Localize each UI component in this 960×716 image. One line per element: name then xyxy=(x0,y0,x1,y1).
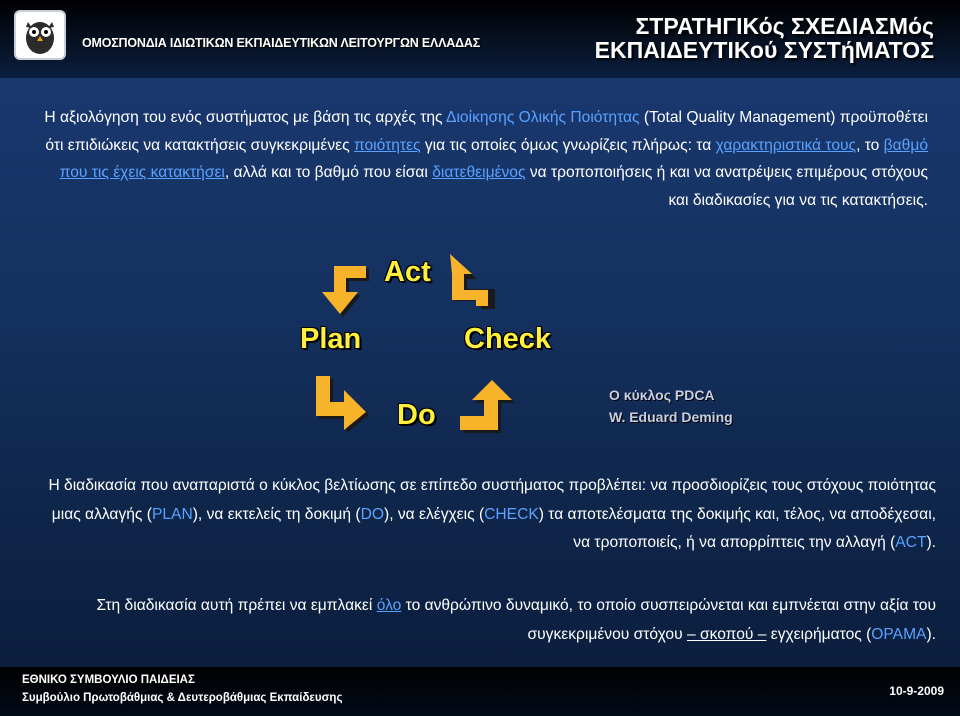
footer-subcouncil: Συμβούλιο Πρωτοβάθμιας & Δευτεροβάθμιας Εκπαίδευσης xyxy=(22,692,343,704)
description-paragraph xyxy=(44,472,936,558)
arrow-up-right-icon xyxy=(444,250,504,310)
title-line-2: ΕΚΠΑΙΔΕΥΤΙΚού ΣΥΣΤήΜΑΤΟΣ xyxy=(594,37,934,63)
pdca-check-label: Check xyxy=(464,323,552,355)
involvement-highlight-all: όλο xyxy=(376,597,402,614)
intro-highlight-degree: βαθμό που τις έχεις κατακτήσει xyxy=(59,136,928,181)
involvement-underline-purpose: – σκοπού – xyxy=(686,625,767,643)
title-line-1: ΣΤΡΑΤΗΓΙΚός ΣΧΕΔΙΑΣΜός xyxy=(635,13,934,39)
arrow-down-left-icon xyxy=(310,258,370,318)
organization-name: ΟΜΟΣΠΟΝΔΙΑ ΙΔΙΩΤΙΚΩΝ ΕΚΠΑΙΔΕΥΤΙΚΩΝ ΛΕΙΤΟΥΡΓΩΝ ΕΛΛΑΔΑΣ xyxy=(82,36,481,50)
owl-logo-icon xyxy=(14,10,66,60)
pdca-caption-title: Ο κύκλος PDCA xyxy=(609,387,715,403)
intro-highlight-willing: διατεθειμένος xyxy=(432,164,526,181)
intro-text: , αλλά και το βαθμό που είσαι xyxy=(224,164,433,181)
intro-highlight-tqm: Διοίκησης Ολικής Ποιότητας xyxy=(446,109,640,126)
involvement-paragraph xyxy=(44,592,936,649)
involvement-text: εγχειρήματος ( xyxy=(766,625,872,643)
involvement-text: Στη διαδικασία αυτή πρέπει να εμπλακεί xyxy=(96,597,377,614)
intro-text: για τις οποίες όμως γνωρίζεις πλήρως: τα xyxy=(420,136,716,154)
pdca-do-label: Do xyxy=(397,399,436,431)
description-text: ), να ελέγχεις ( xyxy=(384,505,485,523)
intro-text: (Total Quality Management) προϋποθέτει ότι επιδιώκεις να κατακτήσεις συγκεκριμένες xyxy=(45,109,928,154)
involvement-vision: ΟΡΑΜΑ xyxy=(871,625,927,643)
intro-highlight-qualities: ποιότητες xyxy=(353,136,421,154)
intro-text: , το xyxy=(856,136,884,154)
pdca-plan-label: Plan xyxy=(300,323,362,355)
slide-title xyxy=(595,14,934,62)
footer-date: 10-9-2009 xyxy=(889,684,944,698)
description-check: CHECK xyxy=(484,505,539,523)
involvement-text: ). xyxy=(926,625,936,643)
arrow-up-right-icon xyxy=(456,378,516,438)
pdca-caption-author: W. Eduard Deming xyxy=(609,409,733,425)
intro-highlight-characteristics: χαρακτηριστικά τους xyxy=(715,136,857,154)
pdca-caption xyxy=(609,384,733,428)
footer-council: ΕΘΝΙΚΟ ΣΥΜΒΟΥΛΙΟ ΠΑΙΔΕΙΑΣ xyxy=(22,674,195,686)
description-plan: PLAN xyxy=(151,505,193,523)
description-text: ). xyxy=(926,534,936,552)
description-text: Η διαδικασία που αναπαριστά ο κύκλος βελτίωσης σε επίπεδο συστήματος προβλέπει: να προσδιορίζεις τους στόχους ποιότητας μιας αλλαγής ( xyxy=(48,477,936,523)
intro-paragraph xyxy=(40,104,928,214)
involvement-text: το ανθρώπινο δυναμικό, το οποίο συσπειρώνεται και εμπνέεται στην αξία του συγκεκριμένου στόχου xyxy=(401,597,936,643)
arrow-down-right-icon xyxy=(310,372,370,432)
description-act: ACT xyxy=(895,534,927,552)
description-do: DO xyxy=(360,505,384,523)
description-text: ) τα αποτελέσματα της δοκιμής και, τέλος, να αποδέχεσαι, να τροποποιείς, ή να απορρίπτεις την αλλαγή ( xyxy=(538,505,936,552)
description-text: ), να εκτελείς τη δοκιμή ( xyxy=(192,505,361,523)
intro-text: να τροποποιήσεις ή και να ανατρέψεις επιμέρους στόχους και διαδικασίες για να τις κατακτήσεις. xyxy=(525,164,928,209)
intro-text: Η αξιολόγηση του ενός συστήματος με βάση τις αρχές της xyxy=(44,109,447,126)
pdca-act-label: Act xyxy=(384,256,431,288)
